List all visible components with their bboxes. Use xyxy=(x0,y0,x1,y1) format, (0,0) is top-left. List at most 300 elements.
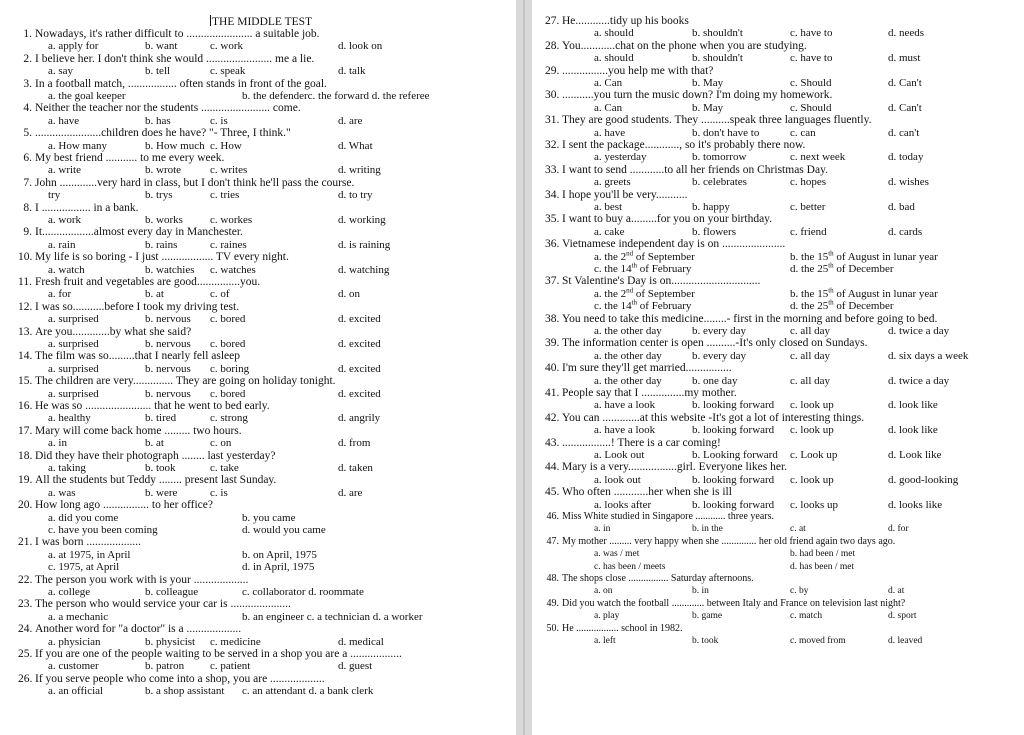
answer-option[interactable]: b. in xyxy=(692,586,709,597)
answer-option[interactable]: a. was / met xyxy=(594,549,640,560)
question-3 xyxy=(0,78,516,103)
question-number: 29. xyxy=(545,64,560,77)
answer-option[interactable]: d. would you came xyxy=(242,523,326,536)
question-35 xyxy=(532,213,1024,238)
answer-option[interactable]: d. looks like xyxy=(888,498,943,511)
question-38 xyxy=(532,313,1024,338)
question-text: John .............very hard in class, but I don't think he'll pass the course. xyxy=(35,176,355,189)
answer-option[interactable]: a. rain xyxy=(48,238,76,251)
question-number: 3. xyxy=(23,77,32,90)
question-stem xyxy=(0,375,516,387)
answer-option[interactable]: a. Can xyxy=(594,77,623,89)
answer-option[interactable]: b. tired xyxy=(145,412,177,425)
question-number: 48. xyxy=(546,572,559,584)
answer-option[interactable]: d. the 25th of December xyxy=(790,298,894,313)
answer-option[interactable]: b. May xyxy=(692,101,724,114)
answer-option[interactable]: c. of xyxy=(210,288,230,301)
answer-option[interactable]: a. at 1975, in April xyxy=(48,548,131,561)
answer-options xyxy=(0,636,516,648)
answer-option[interactable]: c. take xyxy=(210,461,239,474)
answer-option[interactable]: d. Can't xyxy=(888,77,922,89)
question-stem xyxy=(0,276,516,288)
answer-option[interactable]: d. excited xyxy=(338,387,381,400)
answer-option[interactable]: b. shouldn't xyxy=(692,52,743,65)
answer-option[interactable]: a. the 2nd of September xyxy=(594,286,695,300)
answer-option[interactable]: a. surprised xyxy=(48,337,99,350)
answer-option[interactable]: a. was xyxy=(48,486,76,499)
answer-option[interactable]: a. have a look xyxy=(594,399,656,412)
question-number: 23. xyxy=(18,598,33,611)
question-number: 43. xyxy=(545,436,560,449)
answer-options xyxy=(532,127,1024,139)
answer-option[interactable]: d. are xyxy=(338,486,363,499)
answer-option[interactable]: b. rains xyxy=(145,238,178,251)
answer-option[interactable]: b. nervous xyxy=(145,387,191,400)
answer-option[interactable]: c. Should xyxy=(790,77,832,89)
question-46 xyxy=(532,511,1024,536)
answer-option[interactable]: c. bored xyxy=(210,337,246,350)
answer-option[interactable]: b. Looking forward xyxy=(692,448,778,461)
answer-option[interactable]: d. guest xyxy=(338,660,373,673)
answer-option[interactable]: b. How much xyxy=(145,139,205,152)
answer-options xyxy=(0,462,516,474)
question-stem xyxy=(532,362,1024,374)
answer-option[interactable]: a. the 2nd of September xyxy=(594,248,695,263)
answer-option[interactable]: a. cake xyxy=(594,225,625,238)
answer-option[interactable]: a. work xyxy=(48,213,81,226)
answer-option[interactable]: b. at xyxy=(145,288,164,301)
answer-option[interactable]: d. six days a week xyxy=(888,349,969,362)
answer-option[interactable]: d. talk xyxy=(338,65,366,78)
question-number: 6. xyxy=(23,151,32,164)
question-stem xyxy=(0,301,516,313)
answer-option[interactable]: c. How xyxy=(210,139,242,152)
answer-option[interactable]: b. wrote xyxy=(145,164,182,177)
answer-option[interactable]: a. How many xyxy=(48,139,107,152)
answer-option[interactable]: a. apply for xyxy=(48,40,99,53)
question-number: 34. xyxy=(545,188,560,201)
answer-option[interactable]: c. bored xyxy=(210,387,246,400)
answer-option[interactable]: d. Can't xyxy=(888,101,922,114)
question-45 xyxy=(532,486,1024,511)
question-number: 8. xyxy=(23,201,32,214)
answer-option[interactable]: a. best xyxy=(594,200,623,213)
answer-option[interactable]: b. May xyxy=(692,77,724,89)
answer-option[interactable]: d. taken xyxy=(338,461,373,474)
answer-option[interactable]: c. all day xyxy=(790,349,831,362)
question-number: 49. xyxy=(546,597,559,609)
answer-option[interactable]: a. have xyxy=(594,126,626,139)
answer-option[interactable]: a. did you come xyxy=(48,511,119,524)
answer-option[interactable]: d. twice a day xyxy=(888,374,950,387)
question-stem xyxy=(0,450,516,462)
answer-option[interactable]: b. has xyxy=(145,114,171,127)
question-number: 36. xyxy=(545,238,560,251)
answer-option[interactable]: c. work xyxy=(210,40,243,53)
page-title: THE MIDDLE TEST xyxy=(212,16,313,28)
answer-option[interactable]: a. yesterday xyxy=(594,151,647,164)
answer-option[interactable]: a. should xyxy=(594,52,634,65)
answer-option[interactable]: d. cards xyxy=(888,225,923,238)
answer-option[interactable]: c. medicine xyxy=(210,635,261,648)
question-text: Mary is a very.................girl. Everyone likes her. xyxy=(562,461,788,474)
answer-option[interactable]: c. bored xyxy=(210,313,246,326)
answer-options xyxy=(0,264,516,276)
answer-option[interactable]: c. writes xyxy=(210,164,248,177)
answer-option[interactable]: b. every day xyxy=(692,349,747,362)
answer-option[interactable]: a. looks after xyxy=(594,498,652,511)
answer-option[interactable]: b. colleague xyxy=(145,585,199,598)
answer-option[interactable]: c. friend xyxy=(790,225,827,238)
question-text: I want to buy a.........for you on your birthday. xyxy=(562,213,773,226)
answer-option[interactable]: b. want xyxy=(145,40,178,53)
question-number: 32. xyxy=(545,138,560,151)
answer-option[interactable]: c. have you been coming xyxy=(48,523,158,536)
answer-option[interactable]: a. an official xyxy=(48,685,104,698)
answer-option[interactable]: b. nervous xyxy=(145,362,191,375)
answer-option[interactable]: b. patron xyxy=(145,660,185,673)
answer-option[interactable]: b. shouldn't xyxy=(692,27,743,40)
answer-option[interactable]: b. the 15th of August in lunar year xyxy=(790,286,938,300)
question-text: My mother ......... very happy when she .............. her old friend again two days ago. xyxy=(562,535,896,547)
answer-option[interactable]: d. to try xyxy=(338,189,373,202)
answer-option[interactable]: b. tell xyxy=(145,65,171,78)
answer-option[interactable]: c. hopes xyxy=(790,176,827,189)
answer-option[interactable]: c. better xyxy=(790,200,826,213)
answer-option[interactable]: d. are xyxy=(338,114,363,127)
answer-option[interactable]: b. celebrates xyxy=(692,176,747,189)
answer-option[interactable]: a. greets xyxy=(594,176,631,189)
answer-option[interactable]: a. taking xyxy=(48,461,86,474)
question-25 xyxy=(0,648,516,673)
answer-option[interactable]: b. happy xyxy=(692,200,730,213)
question-text: He was so ....................... that he went to bed early. xyxy=(35,399,270,412)
question-text: ................you help me with that? xyxy=(562,64,714,77)
question-stem xyxy=(532,313,1024,325)
question-19 xyxy=(0,474,516,499)
answer-option[interactable]: c. the 14th of February xyxy=(594,261,692,275)
answer-option[interactable]: c. tries xyxy=(210,189,240,202)
answer-option[interactable]: b. a shop assistant xyxy=(145,685,225,698)
question-stem xyxy=(0,673,516,685)
answer-option[interactable]: c. at xyxy=(790,524,806,535)
answer-option[interactable]: d. is raining xyxy=(338,238,391,251)
answer-option[interactable]: c. all day xyxy=(790,324,831,337)
answer-option[interactable]: c. is xyxy=(210,486,228,499)
answer-options xyxy=(532,52,1024,64)
answer-option[interactable]: d. on xyxy=(338,288,360,301)
answer-option[interactable]: d. from xyxy=(338,437,371,450)
answer-option[interactable]: d. the 25th of December xyxy=(790,261,894,275)
answer-option[interactable]: a. surprised xyxy=(48,387,99,400)
answer-option[interactable]: c. 1975, at April xyxy=(48,561,120,574)
answer-option[interactable]: a. say xyxy=(48,65,74,78)
answer-option[interactable]: b. on April, 1975 xyxy=(242,548,317,561)
question-8 xyxy=(0,202,516,227)
answer-option[interactable]: d. needs xyxy=(888,27,925,40)
question-stem xyxy=(532,114,1024,126)
question-text: I'm sure they'll get married................ xyxy=(562,362,732,375)
answer-option[interactable]: c. boring xyxy=(210,362,250,375)
question-text: You need to take this medicine........- first in the morning and before going to bed. xyxy=(562,312,938,325)
answer-options xyxy=(532,288,1024,300)
answer-option[interactable]: a. surprised xyxy=(48,313,99,326)
question-36 xyxy=(532,238,1024,263)
answer-option[interactable]: c. workes xyxy=(210,213,253,226)
answer-option[interactable]: a. Look out xyxy=(594,448,645,461)
answer-option[interactable]: a. Can xyxy=(594,101,623,114)
answer-option[interactable]: a. customer xyxy=(48,660,99,673)
answer-options xyxy=(532,610,1024,622)
question-stem xyxy=(0,425,516,437)
answer-options xyxy=(0,437,516,449)
answer-option[interactable]: d. medical xyxy=(338,635,384,648)
answer-option[interactable]: d. sport xyxy=(888,611,917,622)
question-text: Who often ............her when she is ill xyxy=(562,486,732,499)
answer-option[interactable]: b. looking forward xyxy=(692,473,775,486)
question-number: 39. xyxy=(545,337,560,350)
answer-option[interactable]: d. look like xyxy=(888,424,938,437)
question-30 xyxy=(532,89,1024,114)
answer-option[interactable]: a. the goal keeper xyxy=(48,90,126,102)
answer-option[interactable]: b. at xyxy=(145,437,164,450)
answer-option[interactable]: d. twice a day xyxy=(888,324,950,337)
answer-option[interactable]: d. working xyxy=(338,213,386,226)
answer-option[interactable]: b. nervous xyxy=(145,313,191,326)
question-20 xyxy=(0,499,516,524)
answer-option[interactable]: a. in xyxy=(48,437,67,450)
answer-option[interactable]: d. at xyxy=(888,586,905,597)
answer-option[interactable]: c. all day xyxy=(790,374,831,387)
answer-option[interactable]: c. have to xyxy=(790,27,833,40)
question-stem xyxy=(0,127,516,139)
question-text: Mary will come back home ......... two hours. xyxy=(35,424,242,437)
answer-option[interactable]: b. flowers xyxy=(692,225,736,238)
question-text: You can .............at this website -It's got a lot of interesting things. xyxy=(562,411,865,424)
answer-option[interactable]: b. trys xyxy=(145,189,173,202)
answer-option[interactable]: d. wishes xyxy=(888,176,929,189)
question-stem xyxy=(532,536,1024,548)
answer-option[interactable]: d. good-looking xyxy=(888,473,959,486)
answer-option[interactable]: b. one day xyxy=(692,374,738,387)
answer-option[interactable]: d. look like xyxy=(888,399,938,412)
question-15 xyxy=(0,375,516,400)
answer-option[interactable]: b. looking forward xyxy=(692,399,775,412)
answer-option[interactable]: d. angrily xyxy=(338,412,381,425)
answer-option[interactable]: b. an engineer c. a technician d. a worker xyxy=(242,610,423,623)
answer-option[interactable]: d. What xyxy=(338,139,373,152)
question-27 xyxy=(532,15,1024,40)
question-number: 24. xyxy=(18,623,33,636)
answer-option[interactable]: d. watching xyxy=(338,263,390,276)
answer-option[interactable]: b. took xyxy=(145,461,176,474)
answer-option[interactable]: a. on xyxy=(594,586,613,597)
answer-option[interactable]: c. watches xyxy=(210,263,256,276)
question-stem xyxy=(532,139,1024,151)
answer-option[interactable]: a. write xyxy=(48,164,81,177)
question-41 xyxy=(532,387,1024,412)
answer-option[interactable]: a. college xyxy=(48,585,91,598)
answer-option[interactable]: try xyxy=(48,189,61,202)
answer-options xyxy=(532,350,1024,362)
answer-option[interactable]: b. game xyxy=(692,611,723,622)
answer-option[interactable]: c. the 14th of February xyxy=(594,298,692,313)
answer-option[interactable]: d. must xyxy=(888,52,921,65)
answer-options xyxy=(0,524,516,536)
answer-options xyxy=(532,499,1024,511)
answer-option[interactable]: d. in April, 1975 xyxy=(242,561,315,574)
answer-option[interactable]: c. is xyxy=(210,114,228,127)
answer-option[interactable]: c. has been / meets xyxy=(594,561,666,572)
answer-option[interactable]: d. Look like xyxy=(888,448,942,461)
answer-option[interactable]: c. by xyxy=(790,586,809,597)
answer-option[interactable]: c. match xyxy=(790,611,823,622)
question-stem xyxy=(532,164,1024,176)
answer-option[interactable]: b. nervous xyxy=(145,337,191,350)
answer-option[interactable]: c. speak xyxy=(210,65,246,78)
answer-option[interactable]: b. every day xyxy=(692,324,747,337)
answer-option[interactable]: a. a mechanic xyxy=(48,610,109,623)
answer-option[interactable]: b. looking forward xyxy=(692,424,775,437)
answer-option[interactable]: b. the defenderc. the forward d. the referee xyxy=(242,90,430,102)
answer-option[interactable]: c. on xyxy=(210,437,232,450)
question-stem xyxy=(532,387,1024,399)
question-list-right xyxy=(532,15,1024,647)
question-stem xyxy=(532,623,1024,635)
answer-option[interactable]: d. today xyxy=(888,151,924,164)
answer-option[interactable]: b. the 15th of August in lunar year xyxy=(790,248,938,263)
answer-options xyxy=(532,77,1024,89)
answer-option[interactable]: c. look up xyxy=(790,399,834,412)
answer-option[interactable]: c. an attendant d. a bank clerk xyxy=(242,685,374,698)
question-text: Did you watch the football ............. between Italy and France on television last night? xyxy=(562,597,906,609)
answer-option[interactable]: a. the other day xyxy=(594,349,662,362)
answer-option[interactable]: b. tomorrow xyxy=(692,151,747,164)
question-number: 33. xyxy=(545,163,560,176)
answer-options xyxy=(0,313,516,325)
answer-options xyxy=(0,660,516,672)
question-10 xyxy=(0,251,516,276)
answer-option[interactable]: b. watchies xyxy=(145,263,195,276)
answer-option[interactable]: c. look up xyxy=(790,473,834,486)
answer-option[interactable]: c. moved from xyxy=(790,635,846,646)
answer-option[interactable]: b. in the xyxy=(692,524,723,535)
answer-option[interactable]: d. for xyxy=(888,524,909,535)
question-stem xyxy=(532,213,1024,225)
question-stem xyxy=(532,598,1024,610)
question-number: 27. xyxy=(545,15,560,27)
answer-options xyxy=(0,685,516,697)
answer-option[interactable]: d. bad xyxy=(888,200,915,213)
answer-option[interactable]: b. you came xyxy=(242,511,296,524)
answer-options xyxy=(532,226,1024,238)
question-7 xyxy=(0,177,516,202)
question-43 xyxy=(532,437,1024,462)
question-stem xyxy=(532,461,1024,473)
answer-option[interactable]: a. play xyxy=(594,611,620,622)
answer-option[interactable]: a. the other day xyxy=(594,324,662,337)
question-stem xyxy=(0,499,516,511)
question-text: Are you.............by what she said? xyxy=(35,325,192,338)
question-continuation xyxy=(532,263,1024,275)
question-text: The person who would service your car is ..................... xyxy=(35,598,291,611)
answer-option[interactable]: a. should xyxy=(594,27,634,40)
question-stem xyxy=(532,486,1024,498)
answer-option[interactable]: a. healthy xyxy=(48,412,91,425)
answer-option[interactable]: d. writing xyxy=(338,164,381,177)
question-stem xyxy=(532,275,1024,287)
question-text: People say that I ...............my mother. xyxy=(562,386,737,399)
answer-options xyxy=(0,214,516,226)
answer-options xyxy=(532,300,1024,312)
question-21 xyxy=(0,536,516,561)
answer-option[interactable]: b. works xyxy=(145,213,183,226)
answer-option[interactable]: c. collaborator d. roommate xyxy=(242,585,364,598)
answer-option[interactable]: a. the other day xyxy=(594,374,662,387)
question-text: I believe her. I don't think she would ....................... me a lie. xyxy=(35,52,315,65)
answer-option[interactable]: c. looks up xyxy=(790,498,838,511)
answer-option[interactable]: a. look out xyxy=(594,473,641,486)
answer-option[interactable]: c. can xyxy=(790,126,816,139)
question-number: 46. xyxy=(546,510,559,522)
answer-option[interactable]: a. left xyxy=(594,635,616,646)
answer-option[interactable]: d. excited xyxy=(338,313,381,326)
answer-option[interactable]: b. physicist xyxy=(145,635,196,648)
question-text: How long ago ................ to her office? xyxy=(35,499,213,512)
question-continuation xyxy=(532,561,1024,573)
answer-option[interactable]: c. Look up xyxy=(790,448,838,461)
answer-option[interactable]: a. have xyxy=(48,114,80,127)
answer-option[interactable]: c. strong xyxy=(210,412,248,425)
answer-option[interactable]: b. took xyxy=(692,635,719,646)
answer-option[interactable]: b. looking forward xyxy=(692,498,775,511)
answer-option[interactable]: d. excited xyxy=(338,337,381,350)
answer-options xyxy=(0,338,516,350)
answer-option[interactable]: b. were xyxy=(145,486,178,499)
answer-option[interactable]: d. excited xyxy=(338,362,381,375)
answer-option[interactable]: c. Should xyxy=(790,101,832,114)
answer-option[interactable]: d. has been / met xyxy=(790,561,855,572)
answer-option[interactable]: c. have to xyxy=(790,52,833,65)
question-number: 42. xyxy=(545,411,560,424)
answer-option[interactable]: b. don't have to xyxy=(692,126,760,139)
question-text: They are good students. They ..........speak three languages fluently. xyxy=(562,114,872,127)
answer-option[interactable]: a. have a look xyxy=(594,424,656,437)
answer-option[interactable]: a. watch xyxy=(48,263,85,276)
answer-option[interactable]: d. look on xyxy=(338,40,383,53)
question-48 xyxy=(532,573,1024,598)
answer-option[interactable]: b. had been / met xyxy=(790,549,856,560)
answer-option[interactable]: a. in xyxy=(594,524,611,535)
answer-option[interactable]: a. physician xyxy=(48,635,101,648)
answer-option[interactable]: c. patient xyxy=(210,660,251,673)
answer-option[interactable]: a. for xyxy=(48,288,72,301)
answer-option[interactable]: a. surprised xyxy=(48,362,99,375)
question-number: 38. xyxy=(545,312,560,325)
answer-option[interactable]: c. next week xyxy=(790,151,846,164)
answer-option[interactable]: c. look up xyxy=(790,424,834,437)
answer-option[interactable]: d. leaved xyxy=(888,635,923,646)
answer-options xyxy=(0,549,516,561)
answer-option[interactable]: c. raines xyxy=(210,238,247,251)
question-text: .................! There is a car coming! xyxy=(562,436,721,449)
question-stem xyxy=(0,53,516,65)
answer-options xyxy=(0,512,516,524)
answer-option[interactable]: d. can't xyxy=(888,126,920,139)
question-text: The children are very.............. They are going on holiday tonight. xyxy=(35,375,336,388)
question-number: 17. xyxy=(18,424,33,437)
question-stem xyxy=(0,598,516,610)
